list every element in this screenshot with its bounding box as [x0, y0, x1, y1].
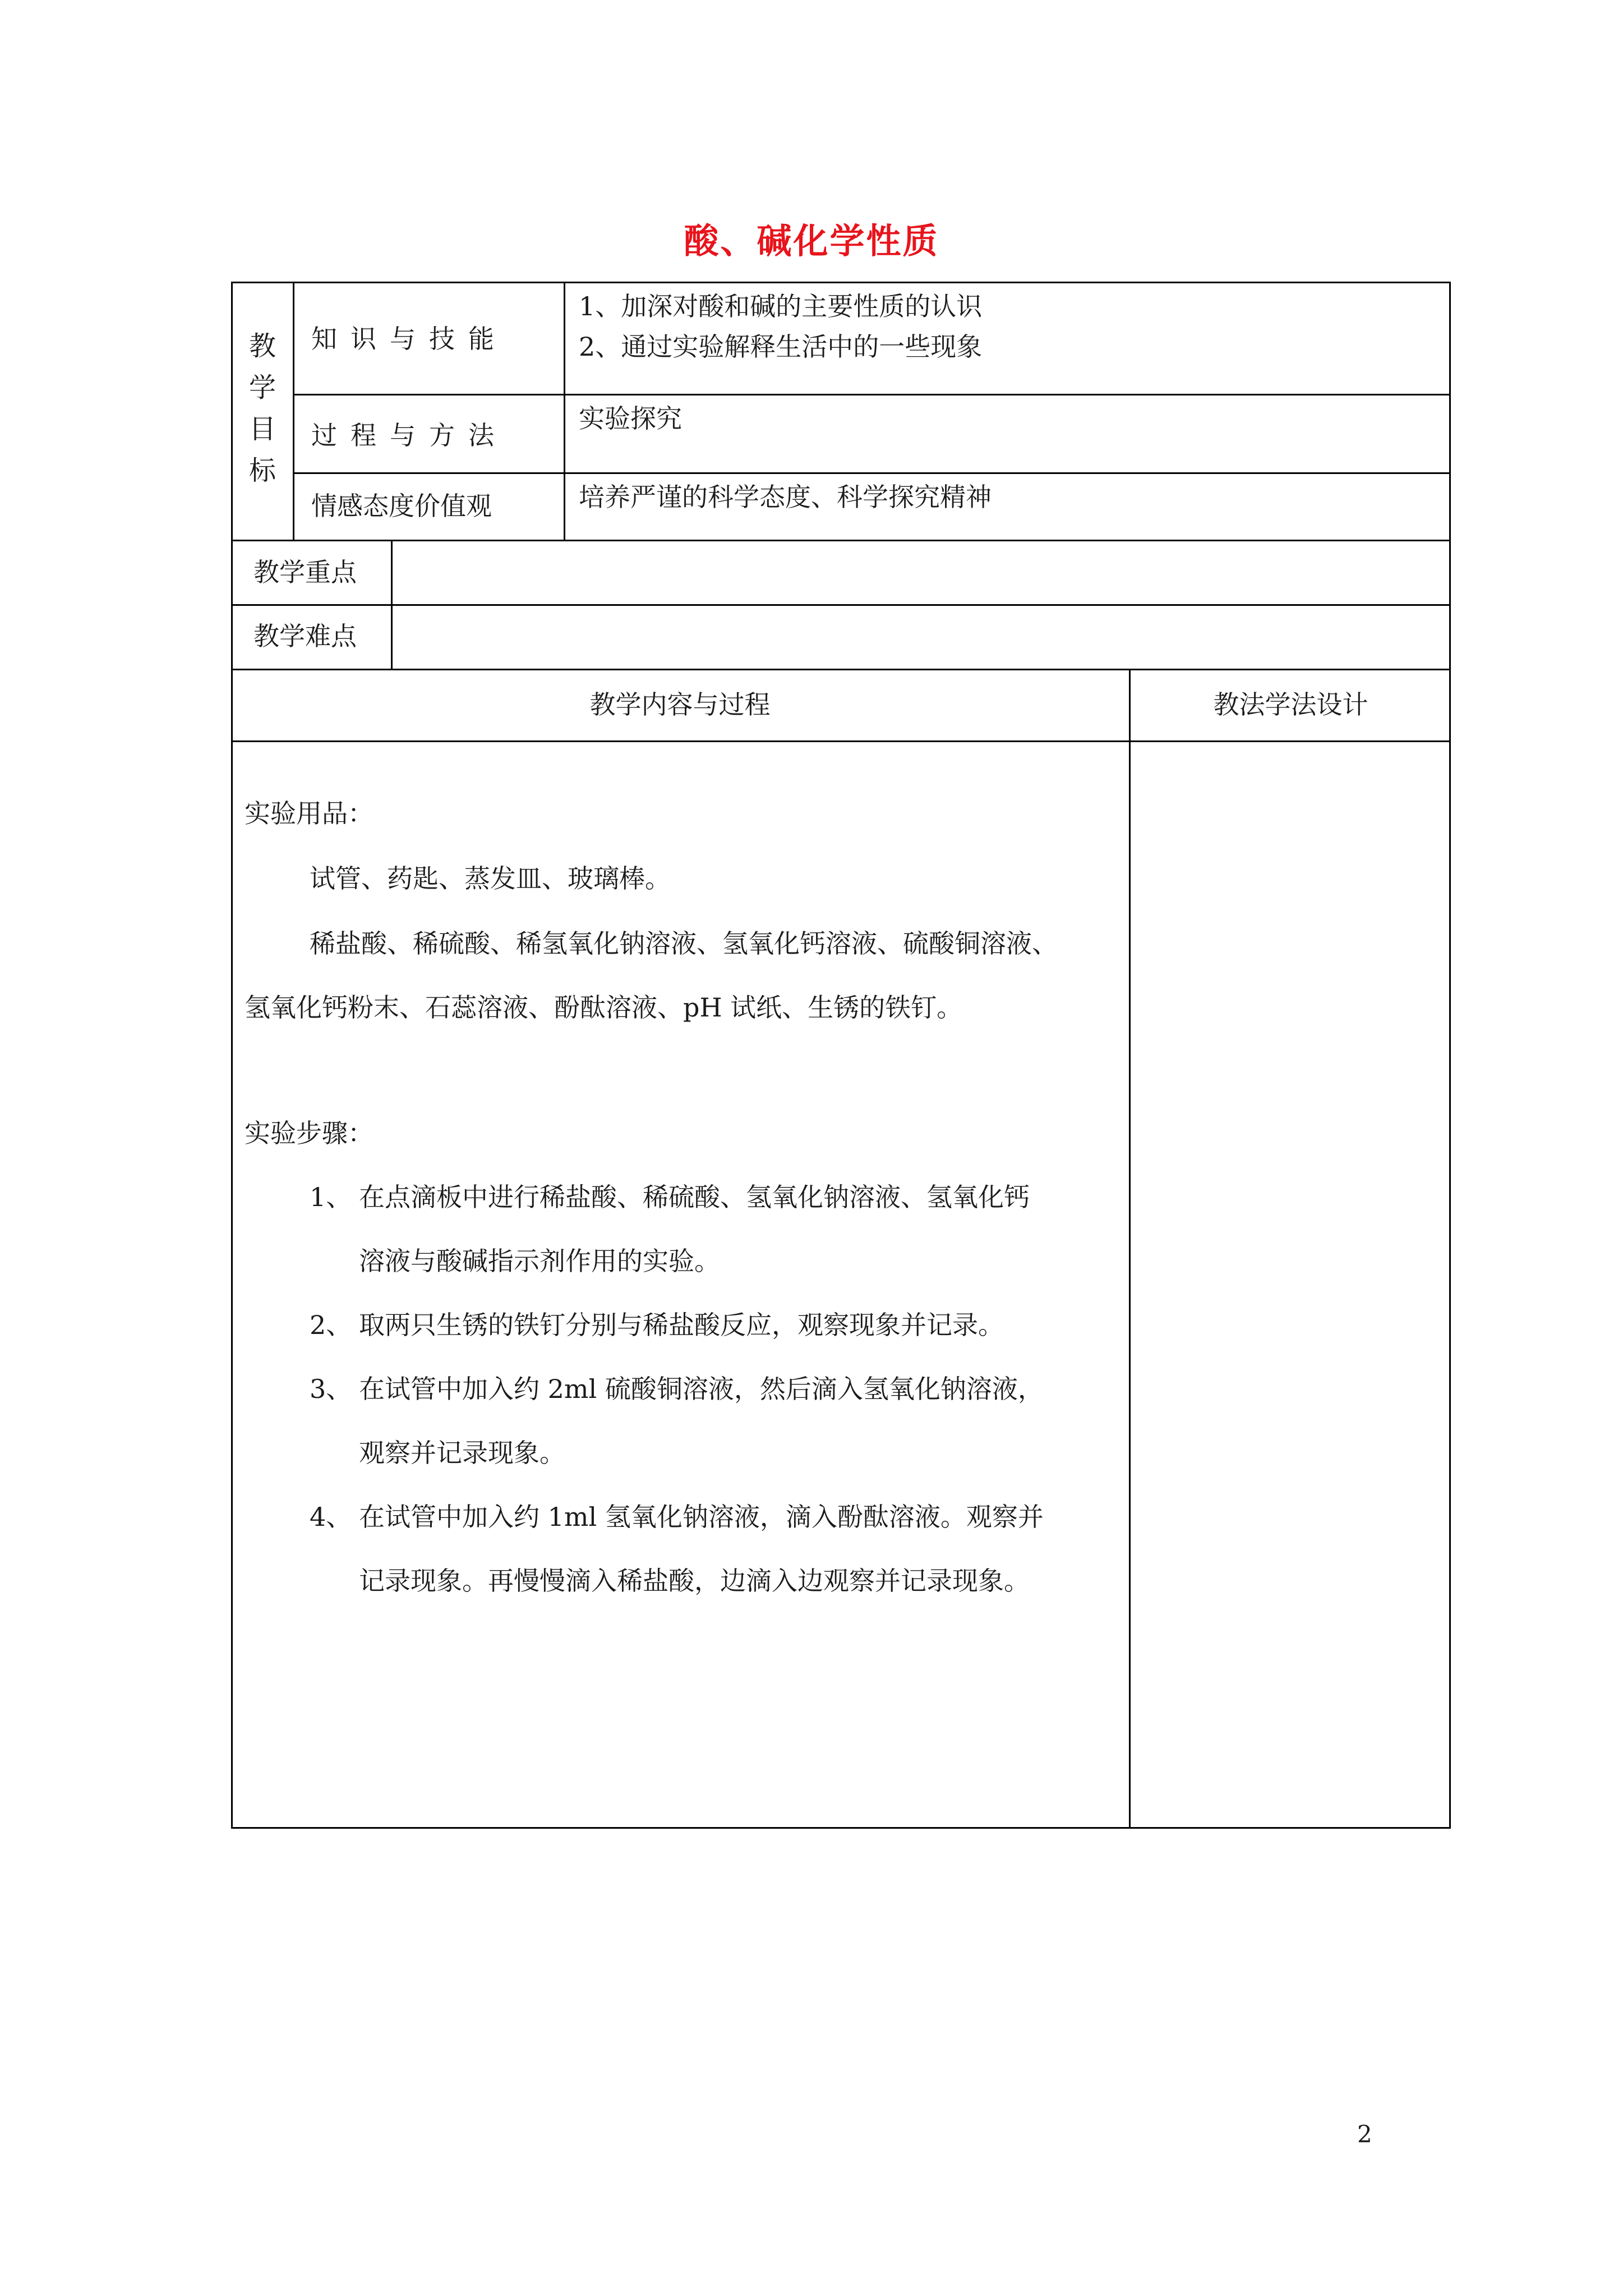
process-column-divider [1129, 669, 1131, 1829]
difficult-point-divider [231, 669, 1451, 670]
page-title: 酸、碱化学性质 [684, 220, 939, 261]
materials-line: 氢氧化钙粉末、石蕊溶液、酚酞溶液、pH 试纸、生锈的铁钉。 [245, 992, 963, 1023]
process-header-divider [231, 740, 1451, 742]
step-number: 2、 [310, 1310, 352, 1340]
objectives-label-char: 学 [248, 372, 276, 403]
steps-heading: 实验步骤： [245, 1118, 374, 1148]
materials-heading: 实验用品： [245, 798, 374, 829]
step-text: 记录现象。再慢慢滴入稀盐酸，边滴入边观察并记录现象。 [359, 1566, 1030, 1596]
objective-content-line: 实验探究 [579, 403, 682, 434]
difficult-point-label: 教学难点 [253, 621, 357, 651]
step-text: 观察并记录现象。 [359, 1438, 565, 1468]
objective-category-attitude: 情感态度价值观 [311, 491, 492, 521]
materials-line: 稀盐酸、稀硫酸、稀氢氧化钠溶液、氢氧化钙溶液、硫酸铜溶液、 [310, 928, 1058, 959]
objectives-label-char: 目 [248, 413, 276, 445]
materials-line: 试管、药匙、蒸发皿、玻璃棒。 [310, 863, 671, 894]
step-text: 在试管中加入约 2ml 硫酸铜溶液，然后滴入氢氧化钠溶液， [359, 1374, 1044, 1404]
step-number: 4、 [310, 1502, 352, 1532]
objectives-row-divider-2 [293, 472, 1451, 474]
objective-content-line: 2、通过实验解释生活中的一些现象 [579, 332, 983, 362]
step-text: 在试管中加入约 1ml 氢氧化钠溶液，滴入酚酞溶液。观察并 [359, 1502, 1044, 1532]
objective-category-knowledge: 知识与技能 [311, 324, 508, 354]
objectives-row-divider-1 [293, 394, 1451, 395]
objectives-category-divider [564, 282, 565, 540]
objectives-label-divider [293, 282, 294, 540]
page-number: 2 [1357, 2120, 1372, 2148]
step-number: 3、 [310, 1374, 352, 1404]
objective-content-line: 培养严谨的科学态度、科学探究精神 [579, 482, 992, 512]
objective-category-process: 过程与方法 [311, 420, 508, 450]
key-point-divider [231, 604, 1451, 606]
process-header-method: 教法学法设计 [1213, 689, 1368, 720]
process-header-content: 教学内容与过程 [589, 689, 771, 720]
step-text: 取两只生锈的铁钉分别与稀盐酸反应，观察现象并记录。 [359, 1310, 1004, 1340]
objectives-bottom-divider [231, 540, 1451, 541]
objectives-label-char: 教 [248, 330, 276, 362]
objective-content-line: 1、加深对酸和碱的主要性质的认识 [579, 291, 983, 321]
step-number: 1、 [310, 1182, 352, 1212]
key-point-label: 教学重点 [253, 557, 357, 587]
step-text: 溶液与酸碱指示剂作用的实验。 [359, 1246, 720, 1276]
objectives-label-char: 标 [248, 455, 276, 486]
step-text: 在点滴板中进行稀盐酸、稀硫酸、氢氧化钠溶液、氢氧化钙 [359, 1182, 1030, 1212]
